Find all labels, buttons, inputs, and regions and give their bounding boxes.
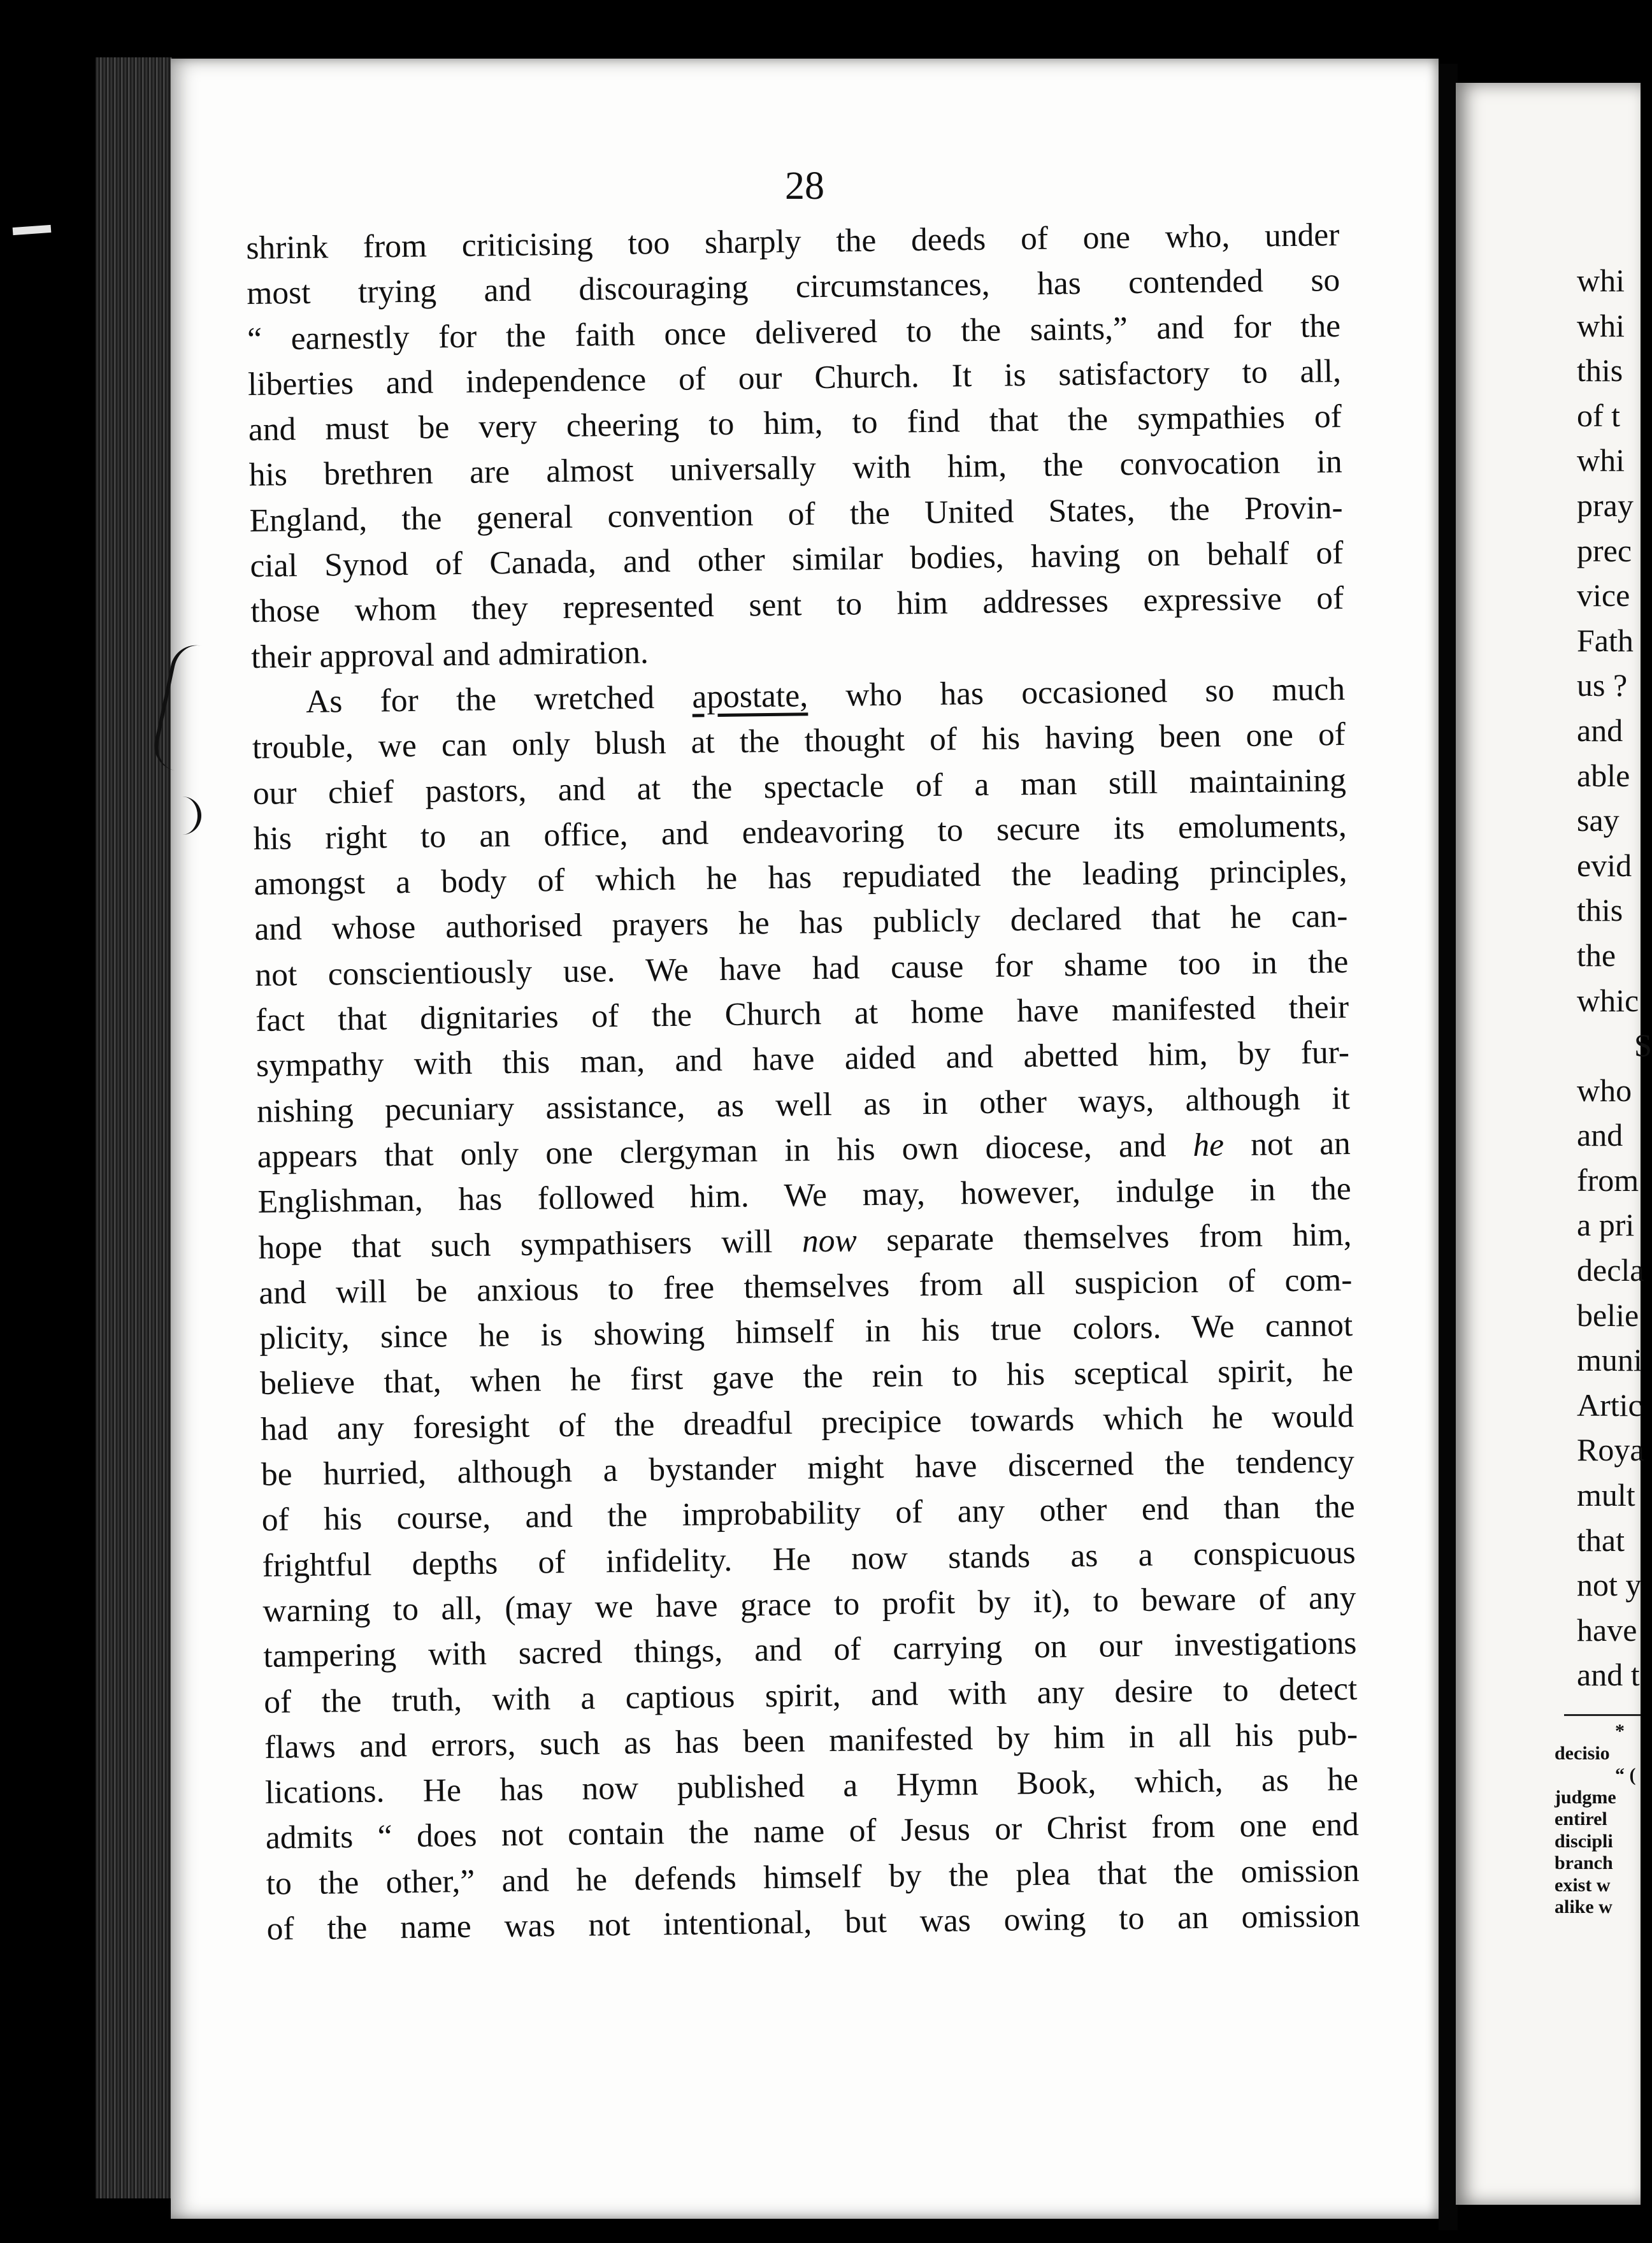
text-line: our chief pastors, and at the spectacle of a man still maintaining xyxy=(252,761,1347,812)
book-gutter xyxy=(1439,64,1458,2230)
text-line: of his course, and the improbability of any other end than the xyxy=(261,1489,1356,1539)
facing-footnote-fragment: * xyxy=(1615,1720,1625,1742)
facing-line-fragment: and t xyxy=(1577,1657,1640,1693)
text-line: not conscientiously use. We have had cause for shame too in the xyxy=(255,943,1349,993)
facing-line-fragment: say xyxy=(1577,802,1620,839)
italic-word: he xyxy=(1165,1126,1251,1164)
text-line: most trying and discouraging circumstances, has contended so xyxy=(246,262,1340,312)
facing-line-fragment: the xyxy=(1577,937,1616,973)
facing-line-fragment: this xyxy=(1577,892,1623,928)
paragraph-end-line: their approval and admiration. xyxy=(250,634,649,675)
facing-line-fragment: decla xyxy=(1577,1252,1644,1288)
facing-line-fragment: of t xyxy=(1577,397,1621,433)
main-page xyxy=(171,59,1439,2219)
text-line: and whose authorised prayers he has publicly declared that he can- xyxy=(254,898,1348,948)
facing-line-fragment: belie xyxy=(1577,1297,1639,1333)
facing-line-fragment: able xyxy=(1577,757,1630,793)
text-line: Englishman, has followed him. We may, however, indulge in the xyxy=(257,1171,1351,1221)
facing-line-fragment: and xyxy=(1577,1117,1623,1153)
text-line: his brethren are almost universally with him, the convocation in xyxy=(248,444,1343,494)
text-line: sympathy with this man, and have aided and abetted him, by fur- xyxy=(255,1034,1350,1085)
text-line: those whom they represented sent to him addresses expressive of xyxy=(250,580,1344,630)
facing-footnote-fragment: alike w xyxy=(1555,1896,1612,1917)
facing-line-fragment: pray xyxy=(1577,487,1634,523)
text-line: shrink from criticising too sharply the deeds of one who, under xyxy=(246,217,1340,266)
facing-footnote-fragment: branch xyxy=(1555,1852,1613,1873)
underlined-word: apostate, xyxy=(692,677,808,716)
text-line: “ earnestly for the faith once delivered to the saints,” and for the xyxy=(247,307,1341,357)
facing-line-fragment: who xyxy=(1577,1072,1632,1108)
facing-page-footnotes xyxy=(1555,1720,1636,1919)
text-line: of the name was not intentional, but was owing to an omission xyxy=(266,1897,1360,1947)
facing-line-fragment: vice xyxy=(1577,577,1630,614)
facing-line-fragment: whi xyxy=(1577,307,1625,343)
facing-line-fragment: prec xyxy=(1577,532,1632,568)
page-number: 28 xyxy=(785,164,824,208)
text-line: of the truth, with a captious spirit, and with any desire to detect xyxy=(263,1670,1358,1720)
text-line: cial Synod of Canada, and other similar bodies, having on behalf of xyxy=(250,535,1344,585)
text-line: lications. He has now published a Hymn Book, which, as he xyxy=(264,1761,1359,1811)
facing-line-fragment: mult xyxy=(1577,1477,1635,1513)
facing-footnote-fragment: entirel xyxy=(1555,1808,1607,1829)
text-line: be hurried, although a bystander might have discerned the tendency xyxy=(261,1443,1355,1493)
text-line-italic: hope that such sympathisers will now separate themselves from him, xyxy=(258,1216,1352,1266)
text-line: and will be anxious to free themselves from all suspicion of com- xyxy=(259,1261,1353,1311)
facing-line-fragment: muni xyxy=(1577,1342,1642,1378)
facing-page-text xyxy=(1577,258,1652,1698)
text-line: his right to an office, and endeavoring to secure its emoluments, xyxy=(253,807,1347,857)
text-line: plicity, since he is showing himself in his true colors. We cannot xyxy=(259,1307,1353,1357)
footnote-rule xyxy=(1564,1714,1641,1716)
text-line: believe that, when he first gave the rein to his sceptical spirit, he xyxy=(259,1352,1354,1403)
paragraph-start-line: As for the wretched apostate, who has occasioned so much xyxy=(305,670,1346,720)
text-line: fact that dignitaries of the Church at home have manifested their xyxy=(255,988,1349,1039)
facing-line-fragment: and xyxy=(1577,712,1623,748)
text-line: admits “ does not contain the name of Jesus or Christ from one end xyxy=(265,1807,1360,1857)
text-line: trouble, we can only blush at the thought of his having been one of xyxy=(252,716,1346,767)
facing-line-fragment: a pri xyxy=(1577,1207,1635,1243)
text-line: tampering with sacred things, and of carrying on our investigations xyxy=(263,1625,1357,1675)
facing-line-fragment: whi xyxy=(1577,263,1625,298)
scan-artifact xyxy=(13,225,52,235)
text-line: to the other,” and he defends himself by the plea that the omission xyxy=(266,1852,1360,1902)
italic-word: now xyxy=(801,1222,858,1259)
facing-line-fragment: us ? xyxy=(1577,667,1628,703)
facing-line-fragment: this xyxy=(1577,352,1623,389)
body-text xyxy=(246,212,1360,1952)
facing-line-fragment: Artic xyxy=(1577,1387,1642,1423)
facing-line-fragment: S xyxy=(1634,1027,1652,1064)
facing-line-fragment: have xyxy=(1577,1612,1637,1648)
text-line: and must be very cheering to him, to find that the sympathies of xyxy=(248,398,1342,449)
facing-line-fragment: whic xyxy=(1577,982,1639,1018)
text-line: had any foresight of the dreadful precipice towards which he would xyxy=(260,1397,1354,1448)
text-line: flaws and errors, such as has been manifested by him in all his pub- xyxy=(264,1715,1358,1766)
text-line: nishing pecuniary assistance, as well as in other ways, although it xyxy=(256,1079,1351,1130)
text-line: amongst a body of which he has repudiated the leading principles, xyxy=(254,853,1347,903)
facing-footnote-fragment: decisio xyxy=(1555,1742,1610,1764)
page-edges xyxy=(96,57,172,2198)
text-line: liberties and independence of our Church. It is satisfactory to all, xyxy=(247,352,1342,403)
facing-line-fragment: not y xyxy=(1577,1567,1642,1603)
text-line: frightful depths of infidelity. He now stands as a conspicuous xyxy=(262,1534,1356,1584)
facing-footnote-fragment: “ ( xyxy=(1615,1764,1636,1785)
text-line: warning to all, (may we have grace to profit by it), to beware of any xyxy=(262,1579,1356,1629)
facing-footnote-fragment: judgme xyxy=(1555,1786,1616,1808)
facing-line-fragment: Roya xyxy=(1577,1432,1644,1468)
facing-footnote-fragment: discipli xyxy=(1555,1830,1613,1852)
text-line-italic: appears that only one clergyman in his own diocese, and he not an xyxy=(257,1125,1351,1175)
facing-line-fragment: Fath xyxy=(1577,622,1634,658)
facing-line-fragment: whi xyxy=(1577,442,1625,479)
facing-line-fragment: evid xyxy=(1577,847,1632,883)
facing-line-fragment: from xyxy=(1577,1162,1639,1198)
facing-footnote-fragment: exist w xyxy=(1555,1874,1611,1896)
text-line: England, the general convention of the United States, the Provin- xyxy=(249,489,1343,539)
facing-line-fragment: that xyxy=(1577,1522,1625,1558)
